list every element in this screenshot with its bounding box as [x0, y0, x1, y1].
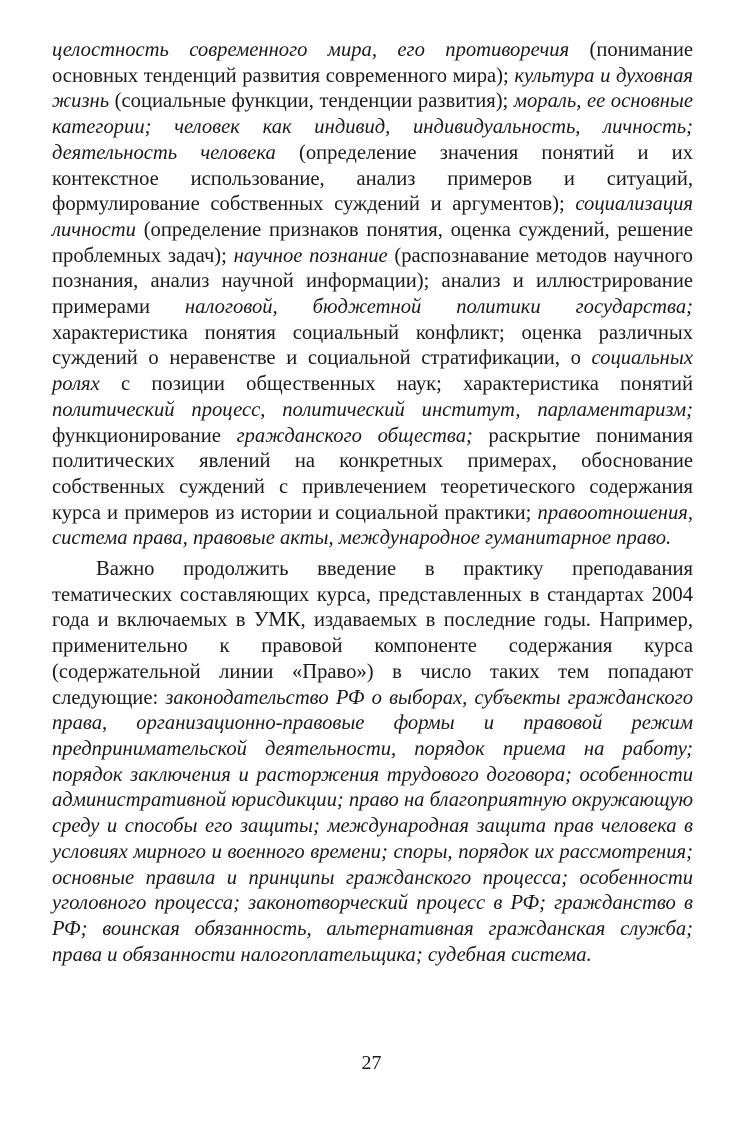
- text-run: раскрытие понимания политических явлений на конкретных примерах, обоснование собственных суждений с привлечением теоретического содержания курса и примеров из истории и социальной практики;: [52, 424, 693, 524]
- paragraph-2: [52, 557, 693, 968]
- body-text: [52, 38, 693, 968]
- italic-term: налоговой, бюджетной политики государства;: [184, 296, 693, 319]
- italic-term: целостность современного мира, его противоречия: [52, 39, 570, 61]
- text-run: функционирование: [52, 424, 237, 447]
- italic-term: научное познание: [233, 244, 388, 267]
- text-run: (понимание основных тенденций развития современного мира);: [52, 39, 693, 87]
- text-run: (распознавание методов научного познания, анализ научной информации); анализ и иллюстрирование примерами: [52, 244, 693, 319]
- text-run: (определение значения понятий и их контекстное использование, анализ примеров и ситуаций, формулирование собственных суждений и аргументов);: [52, 141, 693, 216]
- italic-term: культура и духовная жизнь: [52, 64, 693, 113]
- italic-term: законодательство РФ о выборах, субъекты гражданского права, организационно-правовые формы и правовой режим предпринимательской деятельности, порядок приема на работу; порядок заключения и расторжения трудового договора; особенности административной юрисдикции; право на благоприятную окружающую среду и способы его защиты; международная защита прав человека в условиях мирного и военного времени; споры, порядок их рассмотрения; основные правила и принципы гражданского процесса; особенности уголовного процесса; законотворческий процесс в РФ; гражданство в РФ; воинская обязанность, альтернативная гражданская служба; права и обязанности налогоплательщика; судебная система.: [52, 686, 693, 966]
- italic-term: социальных ролях: [52, 347, 693, 396]
- text-run: (социальные функции, тенденции развития);: [109, 90, 514, 113]
- italic-term: гражданского общества;: [236, 424, 473, 447]
- text-run: характеристика понятия социальный конфликт; оценка различных суждений о неравенстве и социальной стратификации, о: [52, 321, 693, 370]
- italic-term: мораль, ее основные категории; человек как индивид, индивидуальность, личность; деятельность человека: [52, 90, 693, 164]
- text-run: с позиции общественных наук; характеристика понятий: [99, 373, 693, 396]
- paragraph-1: [52, 38, 693, 552]
- italic-term: правоотношения, система права, правовые акты, международное гуманитарное право.: [52, 501, 693, 550]
- text-run: (определение признаков понятия, оценка суждений, решение проблемных задач);: [52, 218, 693, 267]
- italic-term: социализация личности: [52, 193, 693, 241]
- text-run: Важно продолжить введение в практику преподавания тематических составляющих курса, представленных в стандартах 2004 года и включаемых в УМК, издаваемых в последние годы. Например, применительно к правовой компоненте содержания курса (содержательной линии «Право») в число таких тем попадают следующие:: [52, 558, 693, 709]
- page-number: 27: [361, 1052, 382, 1074]
- italic-term: политический процесс, политический институт, парламентаризм;: [52, 398, 693, 421]
